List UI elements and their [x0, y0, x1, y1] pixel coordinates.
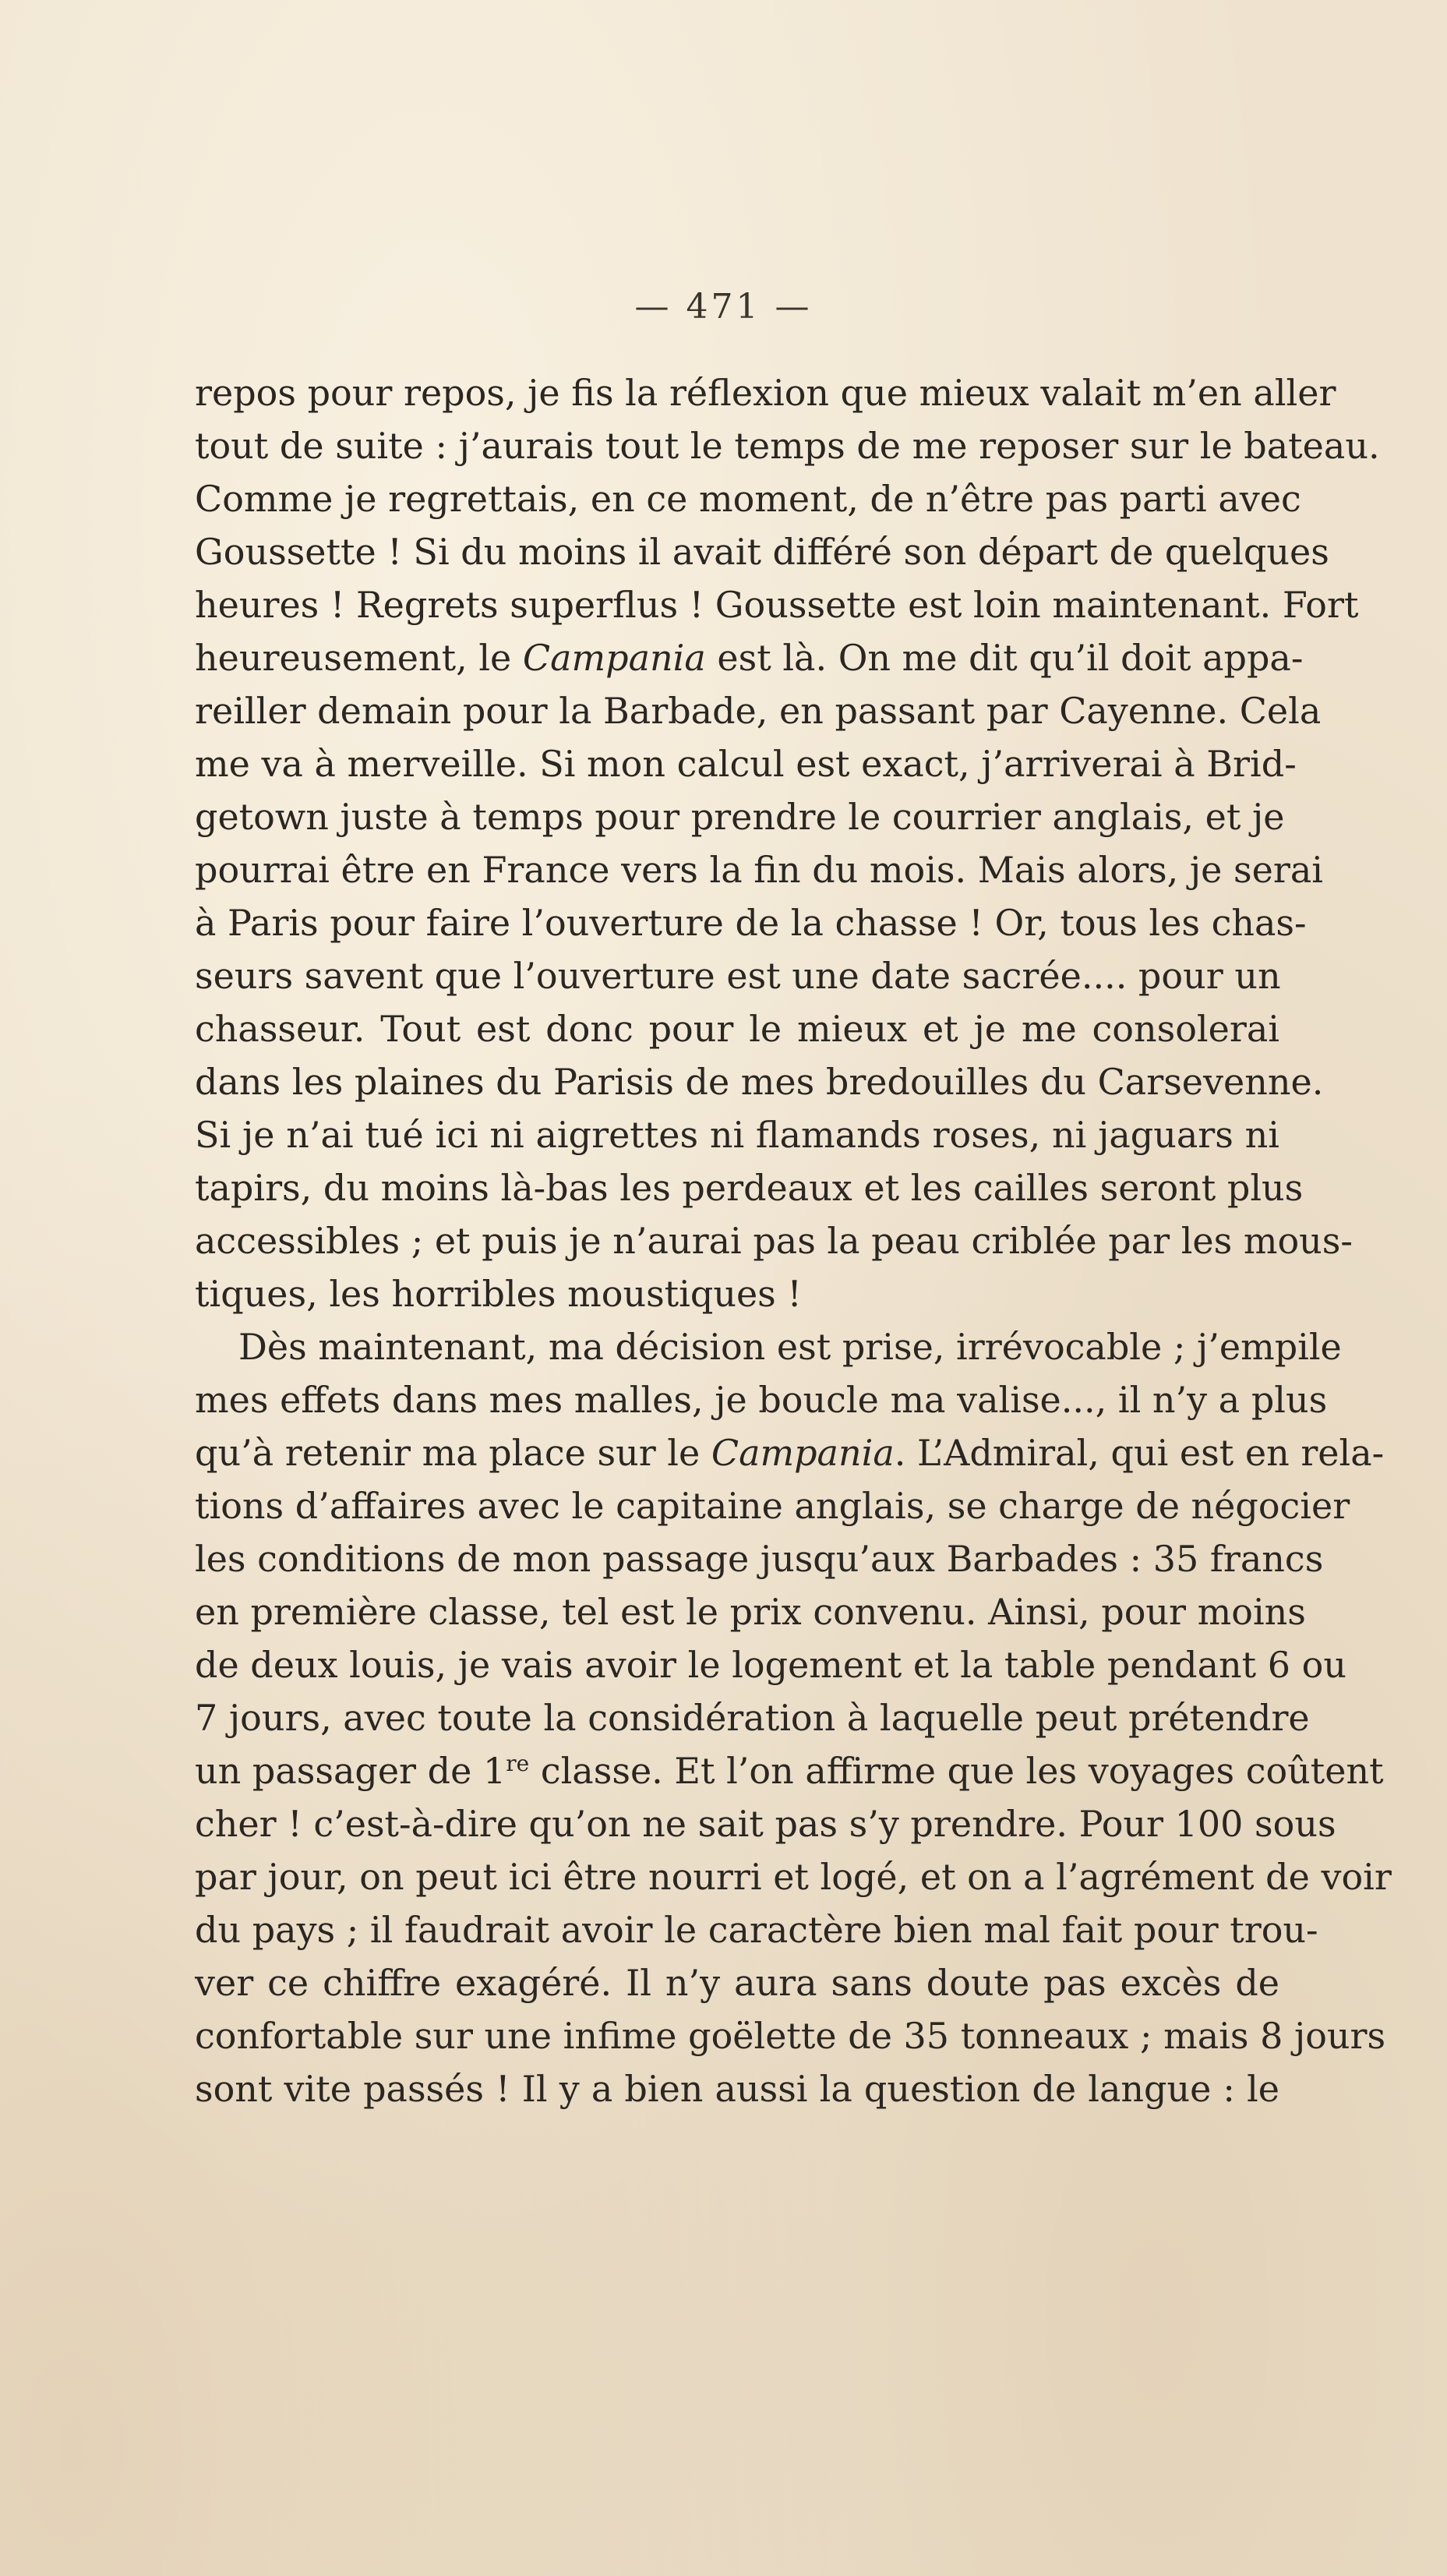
- text-line: mes effets dans mes malles, je boucle ma valise..., il n’y a plus: [195, 1379, 1328, 1421]
- text-line: tapirs, du moins là-bas les perdeaux et les cailles seront plus: [195, 1167, 1304, 1209]
- page-number: — 471 —: [634, 287, 813, 327]
- text-line: getown juste à temps pour prendre le courrier anglais, et je: [195, 796, 1285, 838]
- text-line: cher ! c’est-à-dire qu’on ne sait pas s’y prendre. Pour 100 sous: [195, 1803, 1336, 1845]
- text-line: Goussette ! Si du moins il avait différé son départ de quelques: [195, 531, 1329, 573]
- text-line: [195, 1744, 1384, 1797]
- text-run: qu’à retenir ma place sur le: [195, 1432, 711, 1474]
- text-line: pourrai être en France vers la fin du mois. Mais alors, je serai: [195, 849, 1323, 891]
- text-line: accessibles ; et puis je n’aurai pas la peau criblée par les mous-: [195, 1220, 1353, 1262]
- text-line: du pays ; il faudrait avoir le caractère bien mal fait pour trou-: [195, 1909, 1318, 1951]
- text-line: [195, 1426, 1385, 1479]
- text-line: les conditions de mon passage jusqu’aux Barbades : 35 francs: [195, 1538, 1324, 1580]
- text-line: ver ce chiffre exagéré. Il n’y aura sans doute pas excès de: [195, 1962, 1279, 2004]
- text-line: confortable sur une infime goëlette de 35 tonneaux ; mais 8 jours: [195, 2015, 1386, 2057]
- text-line: chasseur. Tout est donc pour le mieux et je me consolerai: [195, 1008, 1279, 1050]
- text-line: Si je n’ai tué ici ni aigrettes ni flamands roses, ni jaguars ni: [195, 1114, 1279, 1156]
- text-run: un passager de 1: [195, 1750, 506, 1792]
- text-run: classe. Et l’on affirme que les voyages coûtent: [529, 1750, 1384, 1792]
- body-text: [195, 366, 1392, 2115]
- text-run: heureusement, le: [195, 637, 523, 679]
- text-line: seurs savent que l’ouverture est une date sacrée.... pour un: [195, 955, 1281, 997]
- text-line: de deux louis, je vais avoir le logement et la table pendant 6 ou: [195, 1644, 1346, 1686]
- text-line: heures ! Regrets superflus ! Goussette est loin maintenant. Fort: [195, 584, 1359, 626]
- ship-name: Campania: [522, 637, 706, 679]
- text-line: dans les plaines du Parisis de mes bredouilles du Carsevenne.: [195, 1061, 1324, 1103]
- text-line: sont vite passés ! Il y a bien aussi la question de langue : le: [195, 2068, 1279, 2110]
- text-line: 7 jours, avec toute la considération à laquelle peut prétendre: [195, 1697, 1310, 1739]
- text-line: à Paris pour faire l’ouverture de la chasse ! Or, tous les chas-: [195, 902, 1307, 944]
- paragraph-2: [195, 1320, 1392, 2115]
- superscript: re: [506, 1751, 530, 1776]
- text-line: par jour, on peut ici être nourri et logé, et on a l’agrément de voir: [195, 1856, 1392, 1898]
- text-line: [195, 631, 1304, 684]
- text-line: tiques, les horribles moustiques !: [195, 1273, 802, 1315]
- paragraph-1: [195, 366, 1380, 1320]
- text-line: tout de suite : j’aurais tout le temps de me reposer sur le bateau.: [195, 425, 1380, 467]
- text-line: en première classe, tel est le prix convenu. Ainsi, pour moins: [195, 1591, 1306, 1633]
- text-line: reiller demain pour la Barbade, en passant par Cayenne. Cela: [195, 690, 1322, 732]
- text-line: repos pour repos, je fis la réflexion que mieux valait m’en aller: [195, 372, 1336, 414]
- text-line: me va à merveille. Si mon calcul est exact, j’arriverai à Brid-: [195, 743, 1297, 785]
- text-run: . L’Admiral, qui est en rela-: [894, 1432, 1385, 1474]
- text-line: Dès maintenant, ma décision est prise, irrévocable ; j’empile: [238, 1326, 1342, 1368]
- text-line: Comme je regrettais, en ce moment, de n’être pas parti avec: [195, 478, 1301, 520]
- text-line: tions d’affaires avec le capitaine anglais, se charge de négocier: [195, 1485, 1350, 1527]
- text-run: est là. On me dit qu’il doit appa-: [705, 637, 1304, 679]
- ship-name: Campania: [711, 1432, 895, 1474]
